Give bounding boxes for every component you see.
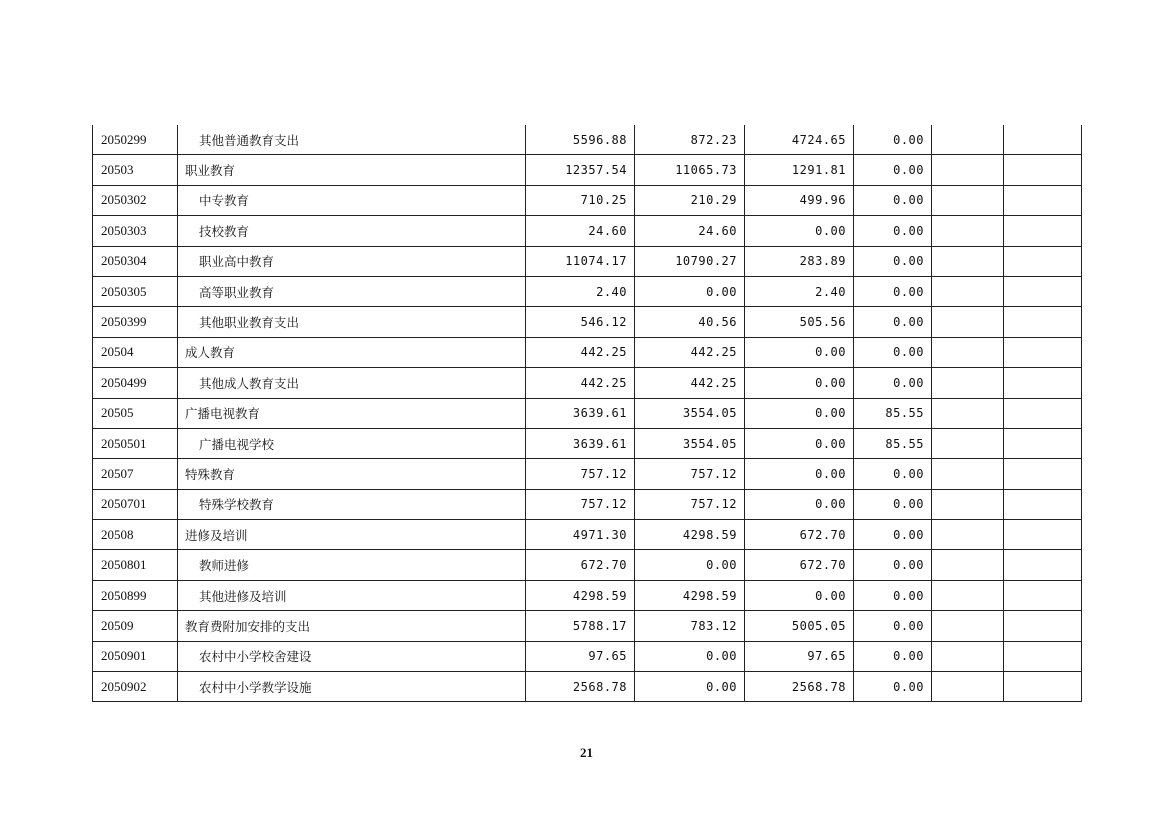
table-body (93, 125, 1082, 702)
table-row (93, 185, 1082, 215)
row-name: 教师进修 (178, 550, 526, 580)
row-value-6 (1004, 155, 1082, 185)
row-code: 2050701 (93, 489, 178, 519)
table-row (93, 550, 1082, 580)
row-value-1: 2.40 (526, 276, 635, 306)
row-value-5 (932, 428, 1004, 458)
row-value-1: 5788.17 (526, 611, 635, 641)
row-code: 2050899 (93, 580, 178, 610)
row-code: 20503 (93, 155, 178, 185)
row-name: 技校教育 (178, 216, 526, 246)
row-value-6 (1004, 216, 1082, 246)
row-name: 成人教育 (178, 337, 526, 367)
row-value-3: 0.00 (745, 368, 854, 398)
row-value-4: 0.00 (854, 550, 932, 580)
row-value-5 (932, 459, 1004, 489)
row-value-6 (1004, 307, 1082, 337)
row-code: 2050302 (93, 185, 178, 215)
row-value-3: 0.00 (745, 580, 854, 610)
row-value-5 (932, 125, 1004, 155)
row-value-2: 872.23 (635, 125, 745, 155)
row-code: 20505 (93, 398, 178, 428)
row-value-2: 757.12 (635, 489, 745, 519)
row-value-3: 4724.65 (745, 125, 854, 155)
table-row (93, 398, 1082, 428)
row-value-6 (1004, 611, 1082, 641)
row-value-3: 0.00 (745, 398, 854, 428)
row-value-6 (1004, 489, 1082, 519)
row-value-2: 3554.05 (635, 428, 745, 458)
row-code: 2050801 (93, 550, 178, 580)
row-value-5 (932, 580, 1004, 610)
row-value-4: 0.00 (854, 580, 932, 610)
row-value-1: 442.25 (526, 368, 635, 398)
row-value-5 (932, 185, 1004, 215)
row-value-6 (1004, 125, 1082, 155)
row-value-4: 0.00 (854, 489, 932, 519)
row-value-3: 0.00 (745, 428, 854, 458)
row-code: 2050399 (93, 307, 178, 337)
row-value-5 (932, 398, 1004, 428)
row-name: 职业高中教育 (178, 246, 526, 276)
row-value-2: 0.00 (635, 672, 745, 702)
table-row (93, 459, 1082, 489)
row-value-6 (1004, 580, 1082, 610)
row-value-6 (1004, 337, 1082, 367)
row-value-5 (932, 672, 1004, 702)
row-name: 农村中小学教学设施 (178, 672, 526, 702)
row-name: 教育费附加安排的支出 (178, 611, 526, 641)
row-name: 其他职业教育支出 (178, 307, 526, 337)
row-name: 职业教育 (178, 155, 526, 185)
row-value-6 (1004, 550, 1082, 580)
row-value-3: 0.00 (745, 216, 854, 246)
table-row (93, 246, 1082, 276)
table-row (93, 641, 1082, 671)
row-value-6 (1004, 276, 1082, 306)
row-name: 其他普通教育支出 (178, 125, 526, 155)
row-value-4: 0.00 (854, 155, 932, 185)
row-value-2: 210.29 (635, 185, 745, 215)
row-value-6 (1004, 428, 1082, 458)
row-value-2: 11065.73 (635, 155, 745, 185)
row-value-4: 0.00 (854, 185, 932, 215)
row-value-4: 0.00 (854, 368, 932, 398)
row-name: 其他成人教育支出 (178, 368, 526, 398)
row-value-2: 783.12 (635, 611, 745, 641)
row-value-4: 0.00 (854, 520, 932, 550)
row-value-1: 24.60 (526, 216, 635, 246)
row-value-4: 0.00 (854, 125, 932, 155)
row-value-5 (932, 550, 1004, 580)
row-value-3: 2568.78 (745, 672, 854, 702)
row-value-4: 0.00 (854, 641, 932, 671)
row-code: 2050304 (93, 246, 178, 276)
row-name: 特殊学校教育 (178, 489, 526, 519)
row-code: 2050902 (93, 672, 178, 702)
row-value-5 (932, 155, 1004, 185)
row-value-3: 672.70 (745, 550, 854, 580)
row-code: 2050303 (93, 216, 178, 246)
row-value-5 (932, 641, 1004, 671)
row-value-1: 757.12 (526, 459, 635, 489)
row-value-2: 442.25 (635, 368, 745, 398)
row-value-3: 283.89 (745, 246, 854, 276)
row-value-5 (932, 246, 1004, 276)
row-code: 20508 (93, 520, 178, 550)
row-value-4: 0.00 (854, 307, 932, 337)
row-code: 2050499 (93, 368, 178, 398)
row-value-6 (1004, 398, 1082, 428)
budget-table (92, 125, 1082, 702)
table-row (93, 368, 1082, 398)
row-value-6 (1004, 246, 1082, 276)
row-name: 广播电视学校 (178, 428, 526, 458)
row-value-3: 1291.81 (745, 155, 854, 185)
row-value-6 (1004, 459, 1082, 489)
row-code: 2050305 (93, 276, 178, 306)
row-value-1: 710.25 (526, 185, 635, 215)
row-code: 2050299 (93, 125, 178, 155)
table-row (93, 489, 1082, 519)
row-value-4: 0.00 (854, 276, 932, 306)
row-code: 2050901 (93, 641, 178, 671)
table-row (93, 276, 1082, 306)
row-value-4: 0.00 (854, 611, 932, 641)
table-row (93, 307, 1082, 337)
row-value-3: 505.56 (745, 307, 854, 337)
row-value-1: 4971.30 (526, 520, 635, 550)
row-value-1: 5596.88 (526, 125, 635, 155)
table-row (93, 672, 1082, 702)
row-value-6 (1004, 520, 1082, 550)
row-code: 20504 (93, 337, 178, 367)
table-row (93, 155, 1082, 185)
row-value-5 (932, 337, 1004, 367)
row-value-1: 3639.61 (526, 428, 635, 458)
table-row (93, 337, 1082, 367)
row-value-2: 4298.59 (635, 580, 745, 610)
row-name: 农村中小学校舍建设 (178, 641, 526, 671)
row-value-2: 0.00 (635, 550, 745, 580)
row-value-1: 2568.78 (526, 672, 635, 702)
table-row (93, 428, 1082, 458)
row-value-6 (1004, 641, 1082, 671)
row-value-4: 0.00 (854, 246, 932, 276)
table-row (93, 580, 1082, 610)
row-value-6 (1004, 368, 1082, 398)
row-code: 20509 (93, 611, 178, 641)
row-name: 高等职业教育 (178, 276, 526, 306)
row-value-1: 12357.54 (526, 155, 635, 185)
row-value-1: 546.12 (526, 307, 635, 337)
row-value-3: 672.70 (745, 520, 854, 550)
row-value-1: 3639.61 (526, 398, 635, 428)
row-value-5 (932, 520, 1004, 550)
row-code: 2050501 (93, 428, 178, 458)
row-value-3: 0.00 (745, 337, 854, 367)
row-value-5 (932, 216, 1004, 246)
row-value-4: 0.00 (854, 459, 932, 489)
row-value-3: 2.40 (745, 276, 854, 306)
row-value-5 (932, 307, 1004, 337)
row-value-1: 672.70 (526, 550, 635, 580)
row-value-3: 97.65 (745, 641, 854, 671)
row-name: 其他进修及培训 (178, 580, 526, 610)
row-value-5 (932, 611, 1004, 641)
row-value-2: 3554.05 (635, 398, 745, 428)
table-row (93, 125, 1082, 155)
row-name: 中专教育 (178, 185, 526, 215)
row-name: 进修及培训 (178, 520, 526, 550)
row-value-4: 0.00 (854, 337, 932, 367)
row-value-2: 4298.59 (635, 520, 745, 550)
table-row (93, 520, 1082, 550)
row-value-4: 85.55 (854, 428, 932, 458)
row-value-5 (932, 489, 1004, 519)
table-row (93, 611, 1082, 641)
row-value-6 (1004, 672, 1082, 702)
row-value-4: 0.00 (854, 216, 932, 246)
table-row (93, 216, 1082, 246)
row-value-5 (932, 368, 1004, 398)
row-value-6 (1004, 185, 1082, 215)
row-value-2: 40.56 (635, 307, 745, 337)
row-value-3: 5005.05 (745, 611, 854, 641)
page-number: 21 (580, 745, 593, 760)
row-value-2: 0.00 (635, 641, 745, 671)
row-value-1: 11074.17 (526, 246, 635, 276)
row-code: 20507 (93, 459, 178, 489)
row-name: 广播电视教育 (178, 398, 526, 428)
row-value-5 (932, 276, 1004, 306)
row-value-1: 442.25 (526, 337, 635, 367)
row-name: 特殊教育 (178, 459, 526, 489)
row-value-3: 499.96 (745, 185, 854, 215)
row-value-2: 10790.27 (635, 246, 745, 276)
row-value-3: 0.00 (745, 459, 854, 489)
row-value-1: 4298.59 (526, 580, 635, 610)
row-value-2: 0.00 (635, 276, 745, 306)
row-value-3: 0.00 (745, 489, 854, 519)
row-value-2: 24.60 (635, 216, 745, 246)
row-value-2: 442.25 (635, 337, 745, 367)
row-value-1: 97.65 (526, 641, 635, 671)
row-value-4: 0.00 (854, 672, 932, 702)
row-value-4: 85.55 (854, 398, 932, 428)
row-value-1: 757.12 (526, 489, 635, 519)
row-value-2: 757.12 (635, 459, 745, 489)
